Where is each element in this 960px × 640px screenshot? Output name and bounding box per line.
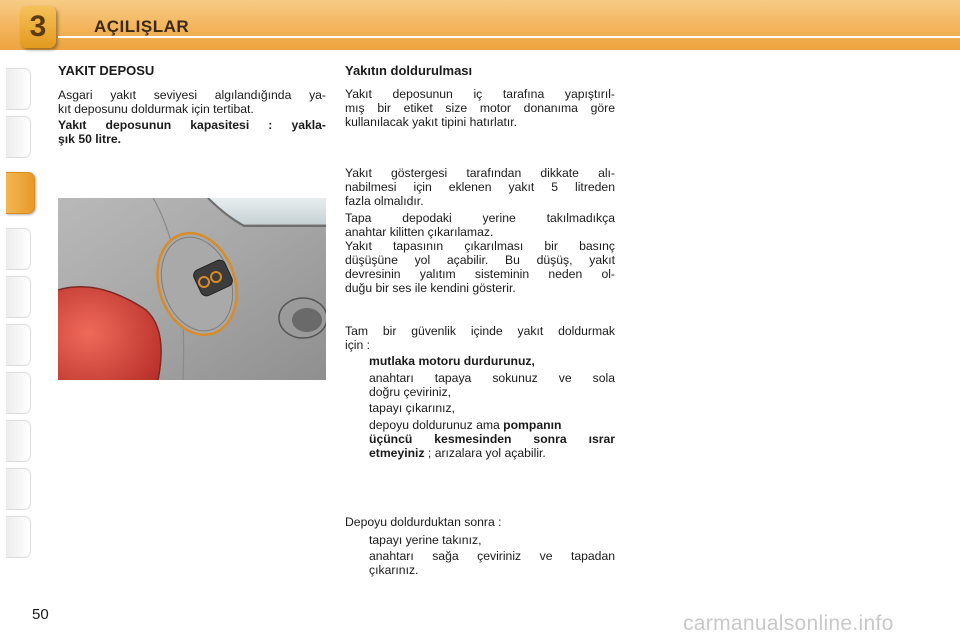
fuel-tank-intro: Asgari yakıt seviyesi algılandığında ya- kıt deposunu doldurmak için tertibat.	[58, 88, 326, 116]
key-paragraph: Tapa depodaki yerine takılmadıkça anahtar kilitten çıkarılamaz.	[345, 211, 615, 239]
label-reminder-paragraph: Yakıt deposunun iç tarafına yapıştırıl- mış bir etiket size motor donanıma göre kullanılacak yakıt tipini hatırlatır.	[345, 87, 615, 129]
chapter-tab-6[interactable]	[6, 324, 31, 366]
list-item: anahtarı sağa çeviriniz ve tapadan çıkarınız.	[369, 549, 615, 577]
fuel-flap-photo	[58, 198, 326, 380]
chapter-tab-9[interactable]	[6, 468, 31, 510]
header-divider	[58, 36, 960, 38]
list-item: anahtarı tapaya sokunuz ve sola doğru çeviriniz,	[369, 371, 615, 399]
list-item: depoyu doldurunuz ama pompanın üçüncü kesmesinden sonra ısrar etmeyiniz ; arızalara yol açabilir.	[369, 418, 615, 460]
pressure-paragraph: Yakıt tapasının çıkarılması bir basınç düşüşüne yol açabilir. Bu düşüş, yakıt devresinin yalıtım sisteminin neden ol- duğu bir ses ile kendini gösterir.	[345, 239, 615, 295]
list-item: tapayı yerine takınız,	[369, 533, 482, 547]
watermark: carmanualsonline.info	[683, 612, 894, 635]
fuel-tank-capacity: Yakıt deposunun kapasitesi : yakla- şık 50 litre.	[58, 118, 326, 146]
chapter-tab-2[interactable]	[6, 116, 31, 158]
chapter-title: AÇILIŞLAR	[94, 17, 190, 36]
chapter-tab-7[interactable]	[6, 372, 31, 414]
list-item: tapayı çıkarınız,	[369, 401, 456, 415]
page-number: 50	[32, 606, 49, 623]
chapter-tab-5[interactable]	[6, 276, 31, 318]
gauge-paragraph: Yakıt göstergesi tarafından dikkate alı- nabilmesi için eklenen yakıt 5 litreden fazla olmalıdır.	[345, 166, 615, 208]
chapter-tab-8[interactable]	[6, 420, 31, 462]
chapter-number-badge: 3	[20, 6, 56, 48]
chapter-tab-10[interactable]	[6, 516, 31, 558]
chapter-tab-3-active[interactable]	[6, 172, 35, 214]
safety-intro: Tam bir güvenlik içinde yakıt doldurmak için :	[345, 324, 615, 352]
chapter-tab-4[interactable]	[6, 228, 31, 270]
refuelling-heading: Yakıtın doldurulması	[345, 63, 473, 78]
list-item: mutlaka motoru durdurunuz,	[369, 354, 535, 368]
fuel-tank-heading: YAKIT DEPOSU	[58, 63, 155, 78]
chapter-tabs	[6, 68, 32, 576]
after-refuel-heading: Depoyu doldurduktan sonra :	[345, 515, 502, 529]
chapter-tab-1[interactable]	[6, 68, 31, 110]
chapter-header	[0, 0, 960, 50]
